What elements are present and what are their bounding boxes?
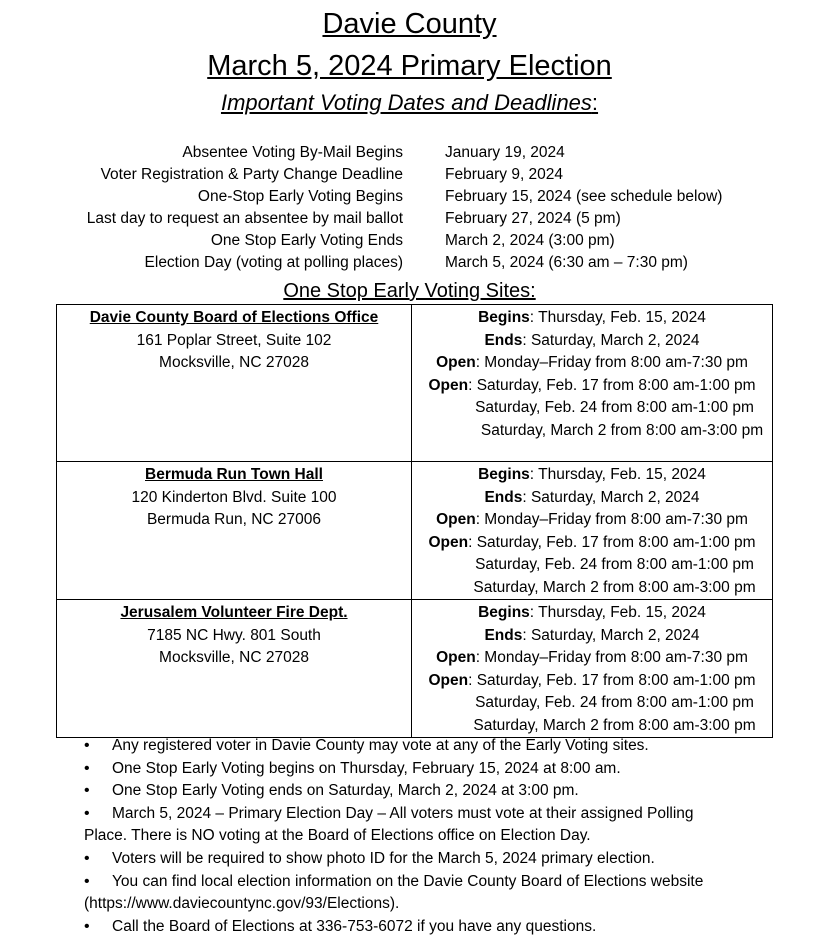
county-title: Davie County bbox=[322, 8, 497, 40]
list-item: • Any registered voter in Davie County may vote at any of the Early Voting sites. bbox=[84, 735, 784, 758]
ends-value: : Saturday, March 2, 2024 bbox=[522, 626, 700, 644]
date-row bbox=[40, 164, 800, 186]
schedule-saturday-2: Saturday, Feb. 24 from 8:00 am-1:00 pm bbox=[475, 399, 754, 416]
open-label: Open bbox=[428, 533, 469, 551]
ends-label: Ends bbox=[484, 488, 523, 506]
list-item bbox=[84, 871, 784, 916]
site-row bbox=[57, 462, 773, 600]
ends-label: Ends bbox=[484, 331, 523, 349]
election-title: March 5, 2024 Primary Election bbox=[207, 50, 612, 82]
list-item bbox=[84, 803, 784, 848]
open-weekday-value: : Monday–Friday from 8:00 am-7:30 pm bbox=[475, 649, 748, 666]
schedule-begins bbox=[414, 307, 770, 330]
date-label: Election Day (voting at polling places) bbox=[144, 254, 403, 271]
open-label: Open bbox=[436, 354, 476, 371]
date-row bbox=[40, 230, 800, 252]
site-name: Bermuda Run Town Hall bbox=[145, 466, 323, 483]
list-item: • One Stop Early Voting ends on Saturday, March 2, 2024 at 3:00 pm. bbox=[84, 780, 784, 803]
open-saturday-value: : Saturday, Feb. 17 from 8:00 am-1:00 pm bbox=[468, 376, 756, 394]
date-row bbox=[40, 186, 800, 208]
ends-label: Ends bbox=[484, 626, 523, 644]
note-continuation: Place. There is NO voting at the Board of Elections office on Election Day. bbox=[84, 827, 591, 845]
begins-label: Begins bbox=[478, 604, 530, 621]
site-location bbox=[57, 600, 412, 738]
begins-value: : Thursday, Feb. 15, 2024 bbox=[529, 309, 706, 326]
schedule-begins bbox=[414, 464, 770, 487]
date-value: March 5, 2024 (6:30 am – 7:30 pm) bbox=[445, 254, 688, 271]
schedule-ends bbox=[414, 487, 770, 510]
list-item: • Call the Board of Elections at 336-753-6072 if you have any questions. bbox=[84, 916, 784, 938]
date-value: February 15, 2024 (see schedule below) bbox=[445, 188, 723, 205]
date-label: One-Stop Early Voting Begins bbox=[197, 188, 403, 205]
ends-value: : Saturday, March 2, 2024 bbox=[522, 488, 700, 506]
schedule-begins bbox=[414, 602, 770, 625]
open-label: Open bbox=[436, 511, 476, 528]
schedule-open-weekday bbox=[414, 509, 770, 532]
schedule-open-weekday bbox=[414, 647, 770, 670]
open-label: Open bbox=[428, 671, 469, 689]
date-value: January 19, 2024 bbox=[445, 144, 565, 161]
date-label: One Stop Early Voting Ends bbox=[210, 232, 403, 249]
date-value: February 27, 2024 (5 pm) bbox=[445, 210, 621, 227]
open-weekday-value: : Monday–Friday from 8:00 am-7:30 pm bbox=[475, 354, 748, 371]
site-address-line2: Bermuda Run, NC 27006 bbox=[146, 511, 322, 528]
key-dates-list bbox=[40, 142, 800, 274]
schedule-open-saturday bbox=[414, 670, 770, 693]
site-location bbox=[57, 305, 412, 462]
date-row bbox=[40, 252, 800, 274]
dates-subtitle bbox=[0, 89, 819, 117]
open-saturday-value: : Saturday, Feb. 17 from 8:00 am-1:00 pm bbox=[468, 671, 756, 689]
note-text: March 5, 2024 – Primary Election Day – All voters must vote at their assigned Polling bbox=[112, 804, 694, 822]
site-address-line1: 161 Poplar Street, Suite 102 bbox=[136, 331, 332, 349]
notes-list bbox=[84, 735, 784, 938]
list-item: • Voters will be required to show photo ID for the March 5, 2024 primary election. bbox=[84, 848, 784, 871]
site-schedule bbox=[412, 462, 773, 600]
site-row bbox=[57, 600, 773, 738]
site-address-line2: Mocksville, NC 27028 bbox=[159, 354, 309, 371]
schedule-open-saturday bbox=[414, 532, 770, 555]
site-name: Davie County Board of Elections Office bbox=[89, 309, 379, 326]
list-item: • One Stop Early Voting begins on Thursday, February 15, 2024 at 8:00 am. bbox=[84, 758, 784, 781]
schedule-ends bbox=[414, 330, 770, 353]
site-address-line1: 120 Kinderton Blvd. Suite 100 bbox=[131, 488, 337, 506]
begins-label: Begins bbox=[478, 309, 530, 326]
date-value: February 9, 2024 bbox=[445, 166, 564, 183]
open-label: Open bbox=[428, 376, 469, 394]
begins-label: Begins bbox=[478, 466, 530, 483]
schedule-ends bbox=[414, 625, 770, 648]
date-label: Voter Registration & Party Change Deadline bbox=[100, 166, 403, 183]
open-weekday-value: : Monday–Friday from 8:00 am-7:30 pm bbox=[475, 511, 748, 528]
open-saturday-value: : Saturday, Feb. 17 from 8:00 am-1:00 pm bbox=[468, 533, 756, 551]
site-name: Jerusalem Volunteer Fire Dept. bbox=[120, 604, 348, 621]
sites-table bbox=[56, 304, 773, 738]
site-location bbox=[57, 462, 412, 600]
begins-value: : Thursday, Feb. 15, 2024 bbox=[529, 604, 706, 621]
site-address-line1: 7185 NC Hwy. 801 South bbox=[147, 626, 321, 644]
site-schedule bbox=[412, 305, 773, 462]
site-row bbox=[57, 305, 773, 462]
schedule-open-saturday bbox=[414, 375, 770, 398]
elections-website-link: (https://www.daviecountync.gov/93/Elections). bbox=[84, 895, 400, 913]
date-label: Last day to request an absentee by mail ballot bbox=[86, 210, 403, 227]
schedule-saturday-2: Saturday, Feb. 24 from 8:00 am-1:00 pm bbox=[475, 556, 754, 573]
date-row bbox=[40, 142, 800, 164]
date-label: Absentee Voting By-Mail Begins bbox=[182, 144, 403, 161]
schedule-saturday-3: Saturday, March 2 from 8:00 am-3:00 pm bbox=[473, 578, 756, 596]
note-text: You can find local election information on the Davie County Board of Elections website bbox=[112, 872, 704, 890]
begins-value: : Thursday, Feb. 15, 2024 bbox=[529, 466, 706, 483]
site-schedule bbox=[412, 600, 773, 738]
dates-subtitle-colon: : bbox=[591, 90, 599, 115]
date-value: March 2, 2024 (3:00 pm) bbox=[445, 232, 615, 249]
ends-value: : Saturday, March 2, 2024 bbox=[522, 331, 700, 349]
date-row bbox=[40, 208, 800, 230]
site-address-line2: Mocksville, NC 27028 bbox=[159, 649, 309, 666]
schedule-saturday-2: Saturday, Feb. 24 from 8:00 am-1:00 pm bbox=[475, 694, 754, 711]
dates-subtitle-text: Important Voting Dates and Deadlines bbox=[220, 90, 592, 115]
open-label: Open bbox=[436, 649, 476, 666]
sites-heading: One Stop Early Voting Sites: bbox=[283, 280, 536, 302]
schedule-open-weekday bbox=[414, 352, 770, 375]
schedule-saturday-3: Saturday, March 2 from 8:00 am-3:00 pm bbox=[480, 421, 764, 439]
schedule-saturday-3: Saturday, March 2 from 8:00 am-3:00 pm bbox=[473, 716, 756, 734]
